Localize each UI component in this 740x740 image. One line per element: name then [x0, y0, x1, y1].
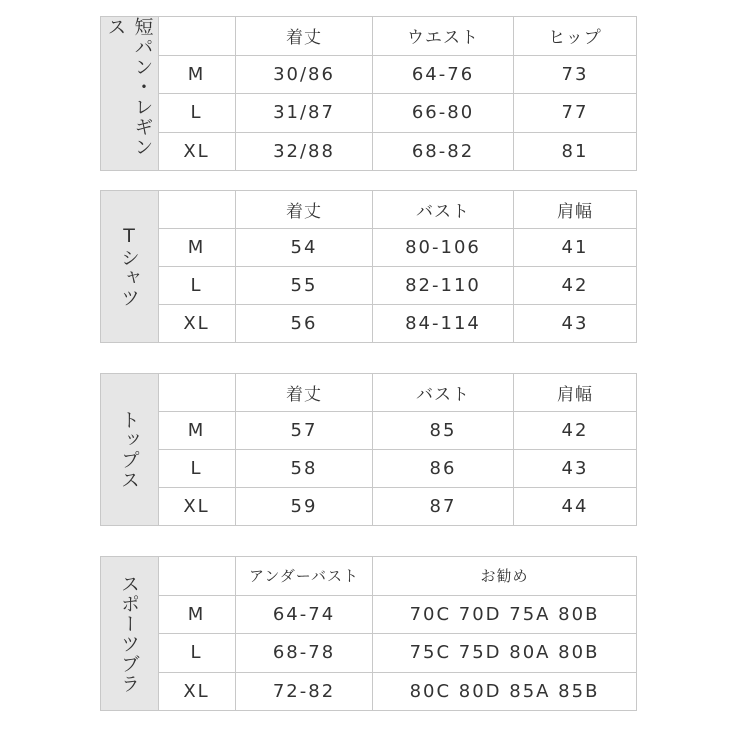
value-cell: 43 [513, 450, 636, 487]
value-cell: 58 [235, 450, 372, 487]
table-row [158, 487, 636, 525]
size-grid [158, 557, 636, 710]
size-cell: M [187, 603, 206, 625]
table-row [158, 672, 636, 711]
header-cell: ウエスト [372, 17, 513, 55]
table-row [158, 55, 636, 94]
value-cell: 44 [513, 488, 636, 525]
size-cell: L [190, 275, 203, 296]
header-cell: バスト [372, 374, 513, 411]
value-cell: 41 [513, 229, 636, 266]
value-cell: 75C 75D 80A 80B [372, 634, 636, 672]
table-row [158, 132, 636, 171]
value-cell: 59 [235, 488, 372, 525]
value-cell: 80C 80D 85A 85B [372, 673, 636, 711]
header-cell [158, 17, 235, 55]
table-row [158, 304, 636, 342]
value-cell: 70C 70D 75A 80B [372, 596, 636, 634]
value-cell: 64-76 [372, 56, 513, 94]
size-grid [158, 191, 636, 342]
header-row [158, 374, 636, 411]
value-cell: 42 [513, 412, 636, 449]
header-row [158, 17, 636, 55]
value-cell: 81 [513, 133, 636, 171]
category-label: 短パン・レギンス [104, 17, 154, 157]
table-row [158, 93, 636, 132]
value-cell: 43 [513, 305, 636, 342]
header-cell: お勧め [372, 557, 636, 595]
value-cell: 82-110 [372, 267, 513, 304]
header-row [158, 557, 636, 595]
header-cell [158, 191, 235, 228]
size-table-tshirt [100, 190, 637, 343]
header-cell [158, 374, 235, 411]
header-cell: アンダーバスト [235, 557, 372, 595]
size-cell: L [190, 102, 203, 124]
size-grid [158, 374, 636, 525]
value-cell: 64-74 [235, 596, 372, 634]
value-cell: 68-82 [372, 133, 513, 171]
value-cell: 31/87 [235, 94, 372, 132]
value-cell: 80-106 [372, 229, 513, 266]
size-table-tops [100, 373, 637, 526]
value-cell: 30/86 [235, 56, 372, 94]
size-cell: XL [183, 496, 210, 517]
category-label-cell [101, 374, 159, 525]
header-cell: 着丈 [235, 191, 372, 228]
value-cell: 55 [235, 267, 372, 304]
size-cell: L [190, 458, 203, 479]
table-row [158, 228, 636, 266]
table-row [158, 595, 636, 634]
size-cell: XL [183, 313, 210, 334]
category-label: Tシャツ [118, 225, 140, 308]
value-cell: 42 [513, 267, 636, 304]
size-cell: XL [183, 140, 210, 162]
header-cell: バスト [372, 191, 513, 228]
size-grid [158, 17, 636, 170]
value-cell: 66-80 [372, 94, 513, 132]
value-cell: 86 [372, 450, 513, 487]
header-cell: 肩幅 [513, 191, 636, 228]
table-row [158, 449, 636, 487]
category-label: スポーツブラ [118, 573, 140, 694]
table-row [158, 411, 636, 449]
size-cell: XL [183, 680, 210, 702]
header-cell [158, 557, 235, 595]
value-cell: 85 [372, 412, 513, 449]
size-cell: M [187, 237, 206, 258]
size-cell: M [187, 63, 206, 85]
value-cell: 68-78 [235, 634, 372, 672]
size-table-shorts-leggings [100, 16, 637, 171]
header-cell: 着丈 [235, 374, 372, 411]
category-label-cell [101, 191, 159, 342]
header-cell: 肩幅 [513, 374, 636, 411]
value-cell: 54 [235, 229, 372, 266]
value-cell: 87 [372, 488, 513, 525]
table-row [158, 633, 636, 672]
header-cell: ヒップ [513, 17, 636, 55]
size-cell: L [190, 642, 203, 664]
value-cell: 73 [513, 56, 636, 94]
header-row [158, 191, 636, 228]
size-cell: M [187, 420, 206, 441]
value-cell: 57 [235, 412, 372, 449]
value-cell: 72-82 [235, 673, 372, 711]
value-cell: 56 [235, 305, 372, 342]
value-cell: 32/88 [235, 133, 372, 171]
category-label-cell [101, 557, 159, 710]
table-row [158, 266, 636, 304]
category-label-cell [101, 17, 159, 170]
category-label: トップス [118, 409, 140, 490]
value-cell: 77 [513, 94, 636, 132]
header-cell: 着丈 [235, 17, 372, 55]
value-cell: 84-114 [372, 305, 513, 342]
size-table-sports-bra [100, 556, 637, 711]
